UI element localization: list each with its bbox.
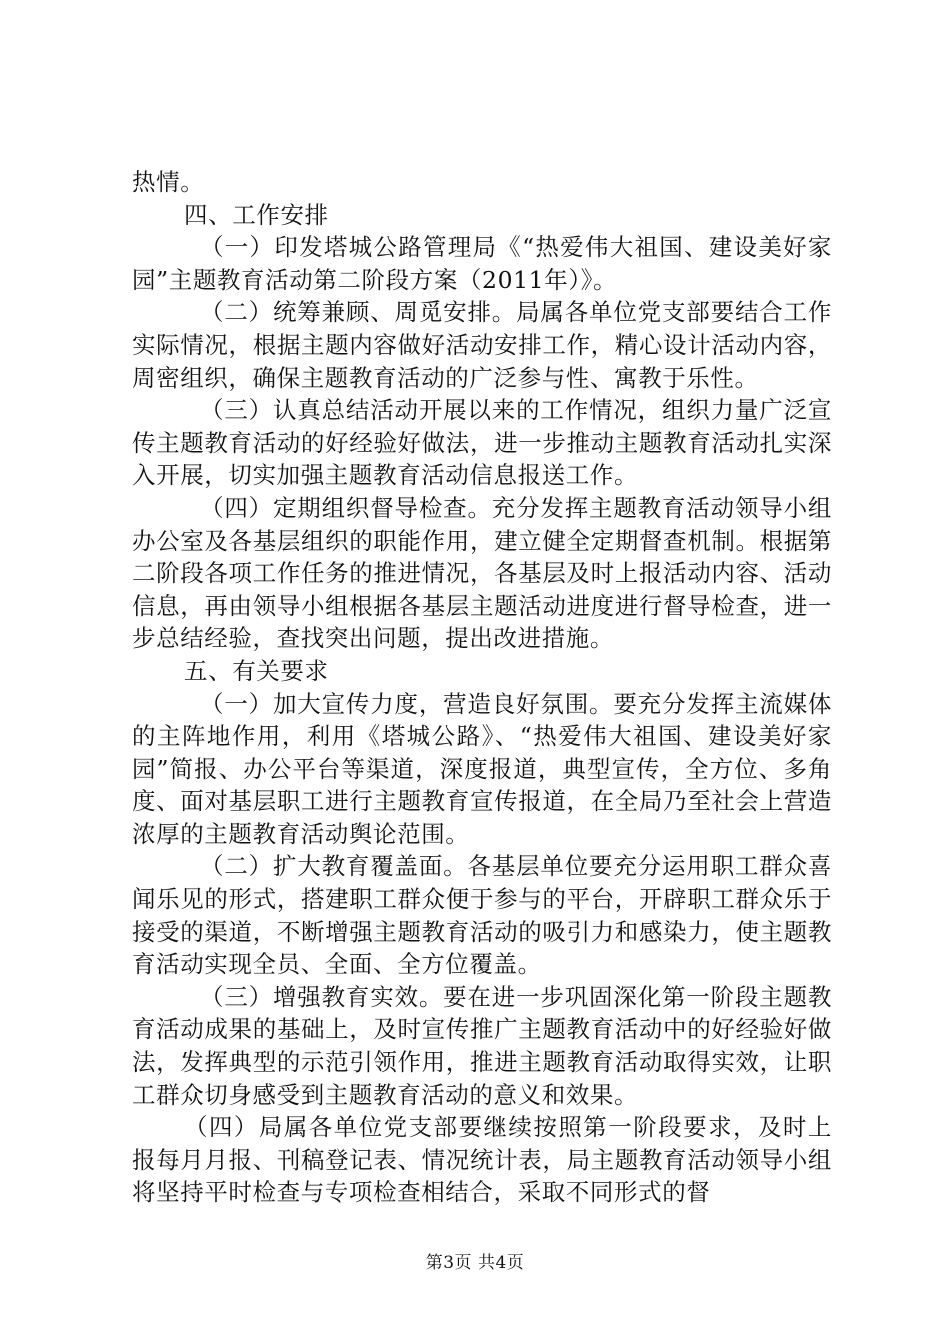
paragraph-item: （一）加大宣传力度，营造良好氛围。要充分发挥主流媒体的主阵地作用，利用《塔城公路》、“热爱伟大祖国、建设美好家园”简报、办公平台等渠道，深度报道，典型宣传，全方位、多角度、面对基层职工进行主题教育宣传报道，在全局乃至社会上营造浓厚的主题教育活动舆论范围。 [132, 689, 832, 848]
paragraph-item: （二）扩大教育覆盖面。各基层单位要充分运用职工群众喜闻乐见的形式，搭建职工群众便于参与的平台，开辟职工群众乐于接受的渠道，不断增强主题教育活动的吸引力和感染力，使主题教育活动实现全员、全面、全方位覆盖。 [132, 852, 832, 979]
paragraph-item: （三）增强教育实效。要在进一步巩固深化第一阶段主题教育活动成果的基础上，及时宣传推广主题教育活动中的好经验好做法，发挥典型的示范引领作用，推进主题教育活动取得实效，让职工群众切身感受到主题教育活动的意义和效果。 [132, 982, 832, 1109]
document-body [132, 166, 832, 1209]
paragraph-item: （一）印发塔城公路管理局《“热爱伟大祖国、建设美好家园”主题教育活动第二阶段方案（2011年）》。 [132, 233, 832, 294]
paragraph-continuation: 热情。 [132, 168, 205, 196]
section-heading-work-arrangement: 四、工作安排 [184, 200, 329, 229]
page-number-footer: 第3页 共4页 [425, 1253, 525, 1273]
paragraph-item: （四）局属各单位党支部要继续按照第一阶段要求，及时上报每月月报、刊稿登记表、情况统计表，局主题教育活动领导小组将坚持平时检查与专项检查相结合，采取不同形式的督 [132, 1113, 832, 1207]
paragraph-item: （三）认真总结活动开展以来的工作情况，组织力量广泛宣传主题教育活动的好经验好做法，进一步推动主题教育活动扎实深入开展，切实加强主题教育活动信息报送工作。 [132, 396, 832, 490]
paragraph-item: （四）定期组织督导检查。充分发挥主题教育活动领导小组办公室及各基层组织的职能作用，建立健全定期督查机制。根据第二阶段各项工作任务的推进情况，各基层及时上报活动内容、活动信息，再由领导小组根据各基层主题活动进度进行督导检查，进一步总结经验，查找突出问题，提出改进措施。 [132, 493, 832, 653]
paragraph-item: （二）统筹兼顾、周觅安排。局属各单位党支部要结合工作实际情况，根据主题内容做好活动安排工作，精心设计活动内容，周密组织，确保主题教育活动的广泛参与性、寓教于乐性。 [132, 298, 832, 392]
section-heading-requirements: 五、有关要求 [184, 656, 329, 685]
